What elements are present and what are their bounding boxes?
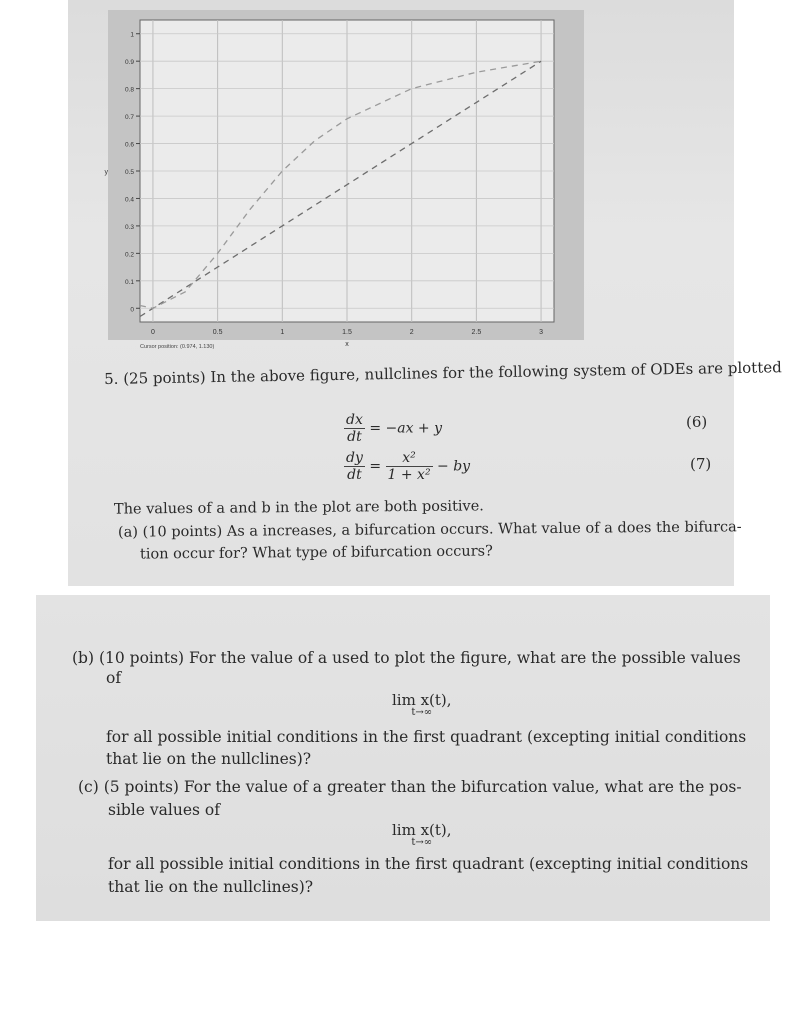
- y-tick-label: 0.7: [124, 114, 134, 122]
- part-b-line-2: of: [106, 669, 122, 687]
- y-tick-label: 1: [130, 31, 134, 39]
- equation-number-7: (7): [690, 455, 712, 473]
- equation-6: $\frac{dx}{dt}$ = −ax + y: [346, 412, 443, 445]
- equation-number-6: (6): [686, 413, 708, 431]
- part-b-line-4: that lie on the nullclines)?: [106, 750, 312, 768]
- part-b-line-1: (b) (10 points) For the value of a used to plot the figure, what are the possible values: [72, 649, 741, 667]
- part-a-line-2: tion occur for? What type of bifurcation occurs?: [139, 543, 493, 563]
- part-c-line-1: (c) (5 points) For the value of a greater than the bifurcation value, what are the pos-: [78, 778, 742, 796]
- photo-bottom-page: [36, 595, 770, 921]
- x-tick-label: 2: [409, 329, 414, 336]
- x-tick-label: 0.5: [212, 329, 223, 336]
- x-tick-label: 2.5: [471, 329, 482, 336]
- part-c-line-3: for all possible initial conditions in the first quadrant (excepting initial conditions: [108, 855, 749, 873]
- y-tick-label: 0.6: [124, 141, 134, 149]
- values-note: The values of a and b in the plot are both positive.: [113, 498, 484, 518]
- part-c-line-4: that lie on the nullclines)?: [108, 878, 314, 896]
- y-tick-label: 0.1: [124, 278, 134, 286]
- y-tick-label: 0.8: [124, 86, 134, 94]
- limit-expression-b: lim x(t), t→∞: [392, 691, 452, 718]
- y-tick-label: 0: [130, 306, 134, 314]
- y-tick-label: 0.2: [124, 251, 134, 259]
- part-a-line-1: (a) (10 points) As a increases, a bifurcation occurs. What value of a does the bifurca-: [117, 519, 742, 541]
- y-tick-label: 0.4: [124, 196, 134, 204]
- y-tick-label: 0.9: [124, 59, 134, 67]
- x-tick-label: 1: [280, 329, 285, 336]
- y-tick-label: 0.3: [124, 223, 134, 231]
- cursor-position-readout: Cursor position: (0.974, 1.130): [140, 344, 215, 350]
- part-b-line-3: for all possible initial conditions in the first quadrant (excepting initial conditions: [106, 728, 747, 746]
- x-tick-label: 0: [150, 329, 155, 336]
- y-axis-label: y: [104, 169, 108, 176]
- photo-top-page: [68, 0, 782, 586]
- question-5-header: 5. (25 points) In the above figure, nullclines for the following system of ODEs are plotted: [104, 358, 782, 388]
- x-tick-label: 1.5: [342, 329, 352, 336]
- limit-expression-c: lim x(t), t→∞: [392, 821, 452, 848]
- x-axis-label: x: [345, 341, 349, 348]
- y-tick-label: 0.5: [124, 169, 134, 176]
- part-c-line-2: sible values of: [108, 801, 220, 819]
- x-tick-label: 3: [539, 329, 544, 336]
- nullcline-chart: [68, 0, 734, 350]
- equation-7: $\frac{dy}{dt}$ = $\frac{\text{x²}}{\text{1 + x²}}$ − by: [346, 450, 471, 483]
